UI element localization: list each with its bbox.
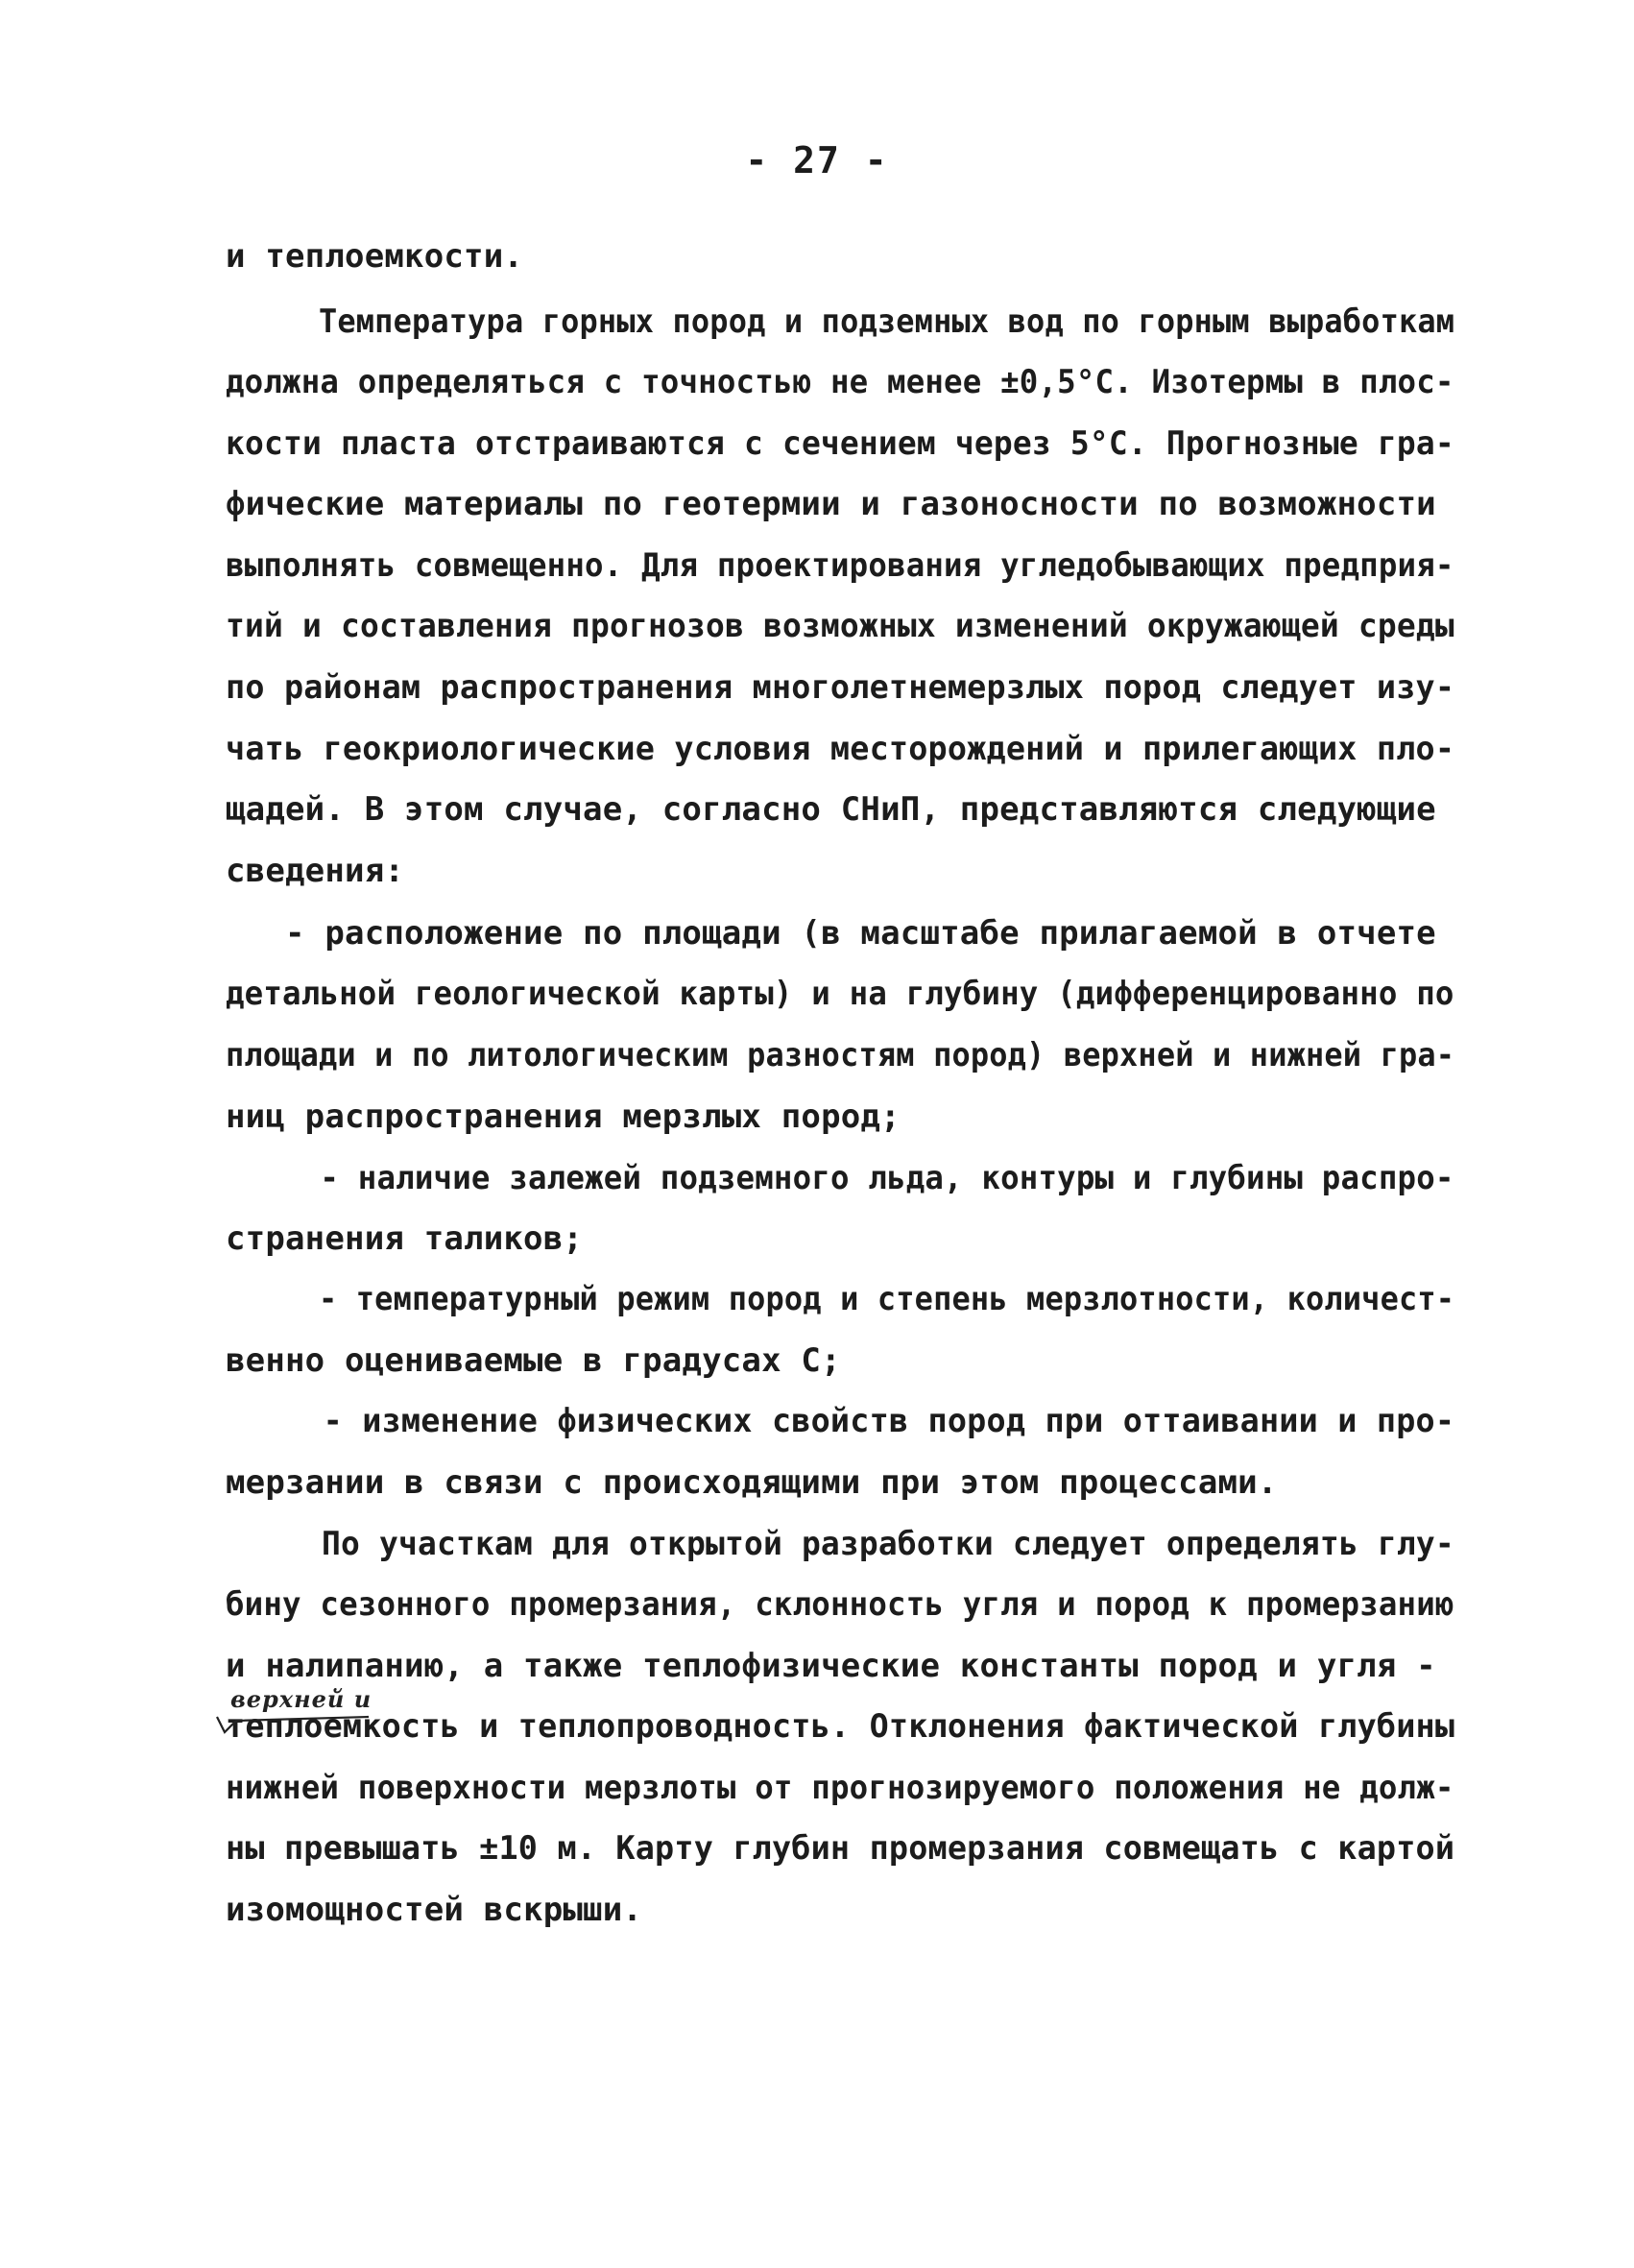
text-line: сведения: [226, 852, 405, 890]
text-line: кости пласта отстраиваются с сечением через 5°С. Прогнозные гра- [226, 424, 1454, 463]
text-line: странения таликов; [226, 1219, 584, 1258]
page-number: - 27 - [745, 139, 889, 181]
text-line: - наличие залежей подземного льда, контуры и глубины распро- [226, 1159, 1454, 1197]
text-line: детальной геологической карты) и на глубину (дифференцированно по [226, 975, 1454, 1013]
text-line: выполнять совмещенно. Для проектирования угледобывающих предприя- [226, 546, 1454, 585]
text-line: Температура горных пород и подземных вод по горным выработкам [226, 302, 1455, 341]
text-line: чать геокриологические условия месторождений и прилегающих пло- [226, 730, 1455, 768]
text-line: изомощностей вскрыши. [226, 1891, 643, 1929]
text-line: фические материалы по геотермии и газоносности по возможности [226, 485, 1436, 523]
text-line: мерзании в связи с происходящими при этом процессами. [226, 1463, 1278, 1502]
text-line: ны превышать ±10 м. Карту глубин промерзания совмещать с картой [226, 1829, 1455, 1868]
text-line: ниц распространения мерзлых пород; [226, 1098, 901, 1136]
text-line: и налипанию, а также теплофизические константы пород и угля - [226, 1647, 1436, 1685]
text-line: По участкам для открытой разработки следует определять глу- [226, 1525, 1454, 1563]
text-line: бину сезонного промерзания, склонность угля и пород к промерзанию [226, 1585, 1454, 1624]
text-line: нижней поверхности мерзлоты от прогнозируемого положения не долж- [226, 1769, 1454, 1807]
text-line: венно оцениваемые в градусах С; [226, 1341, 841, 1380]
text-line: - расположение по площади (в масштабе прилагаемой в отчете [226, 914, 1436, 953]
text-line: - температурный режим пород и степень мерзлотности, количест- [226, 1280, 1455, 1318]
text-line: тий и составления прогнозов возможных изменений окружающей среды [226, 607, 1454, 645]
text-line: площади и по литологическим разностям пород) верхней и нижней гра- [226, 1036, 1455, 1074]
text-line: по районам распространения многолетнемерзлых пород следует изу- [226, 668, 1455, 707]
text-line: щадей. В этом случае, согласно СНиП, представляются следующие [226, 790, 1436, 829]
text-line: должна определяться с точностью не менее ±0,5°С. Изотермы в плос- [226, 363, 1454, 401]
text-line: - изменение физических свойств пород при оттаивании и про- [226, 1402, 1455, 1440]
insertion-caret-mark [215, 1711, 378, 1740]
text-line: теплоемкость и теплопроводность. Отклонения фактической глубины [226, 1707, 1455, 1746]
text-line: и теплоемкости. [226, 237, 524, 276]
handwritten-insertion: верхней и [230, 1685, 372, 1713]
